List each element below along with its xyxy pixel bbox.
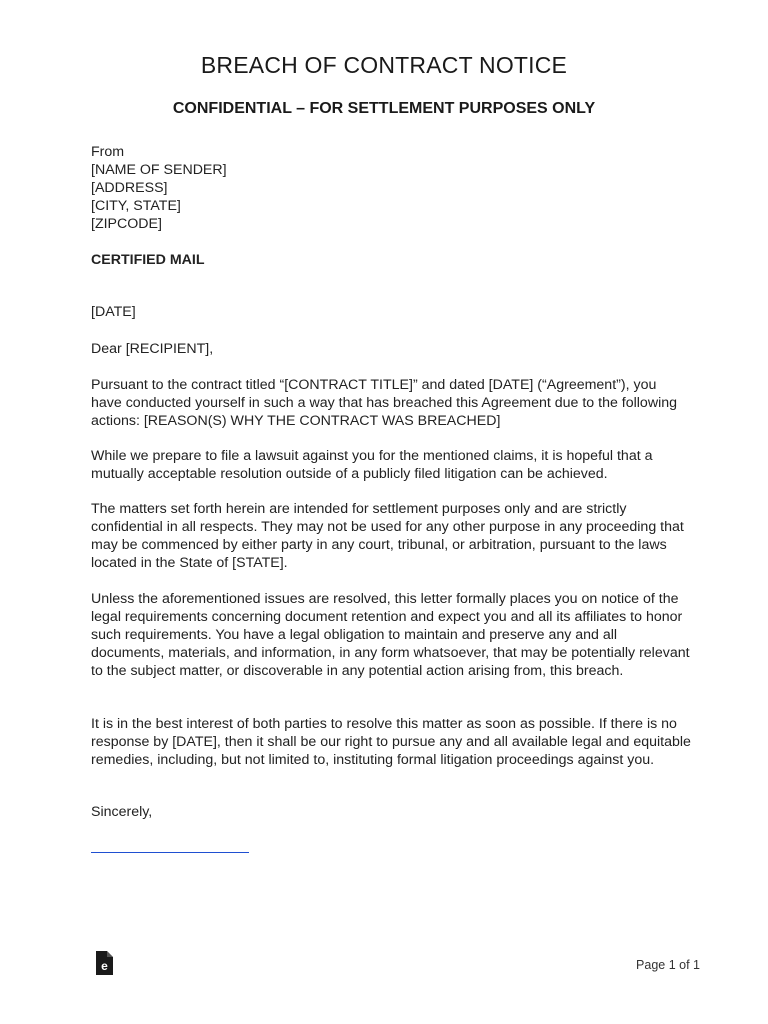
sender-address: [ADDRESS] [91, 180, 168, 196]
document-subtitle: CONFIDENTIAL – FOR SETTLEMENT PURPOSES ONLY [172, 100, 596, 117]
sender-city-state: [CITY, STATE] [91, 198, 181, 214]
sender-zipcode: [ZIPCODE] [91, 216, 162, 232]
paragraph-contract-breach: Pursuant to the contract titled “[CONTRACT TITLE]” and dated [DATE] (“Agreement”), you have conducted yourself in such a way that has breached this Agreement due to the following actions: [REASON(S) WHY THE CONTRACT WAS BREACHED] [91, 377, 677, 429]
sender-name: [NAME OF SENDER] [91, 162, 227, 178]
paragraph-confidential: The matters set forth herein are intended for settlement purposes only and are strictly confidential in all respects. They may not be used for any other purpose in any proceeding that may be commenced by either party in any court, tribunal, or arbitration, pursuant to the laws located in the State of [STATE]. [91, 501, 684, 571]
page-number: Page 1 of 1 [636, 958, 700, 972]
greeting: Dear [RECIPIENT], [91, 341, 214, 357]
certified-mail-label: CERTIFIED MAIL [91, 252, 205, 268]
svg-text:e: e [101, 959, 108, 973]
letter-date: [DATE] [91, 304, 136, 320]
paragraph-lawsuit: While we prepare to file a lawsuit against you for the mentioned claims, it is hopeful that a mutually acceptable resolution outside of a publicly filed litigation can be achieved. [91, 448, 653, 482]
paragraph-document-retention: Unless the aforementioned issues are resolved, this letter formally places you on notice of the legal requirements concerning document retention and expect you and all its affiliates to honor such requirements. You have a legal obligation to maintain and preserve any and all documents, materials, and information, in any form whatsoever, that may be potentially relevant to the subject matter, or discoverable in any potential action arising from, this breach. [91, 591, 690, 679]
signature-line[interactable] [91, 852, 249, 853]
document-title: BREACH OF CONTRACT NOTICE [200, 52, 568, 78]
from-label: From [91, 144, 125, 160]
closing: Sincerely, [91, 804, 153, 820]
eforms-logo-icon [94, 950, 114, 976]
paragraph-resolution: It is in the best interest of both parties to resolve this matter as soon as possible. If there is no response by [DATE], then it shall be our right to pursue any and all available legal and equitable remedies, including, but not limited to, instituting formal litigation proceedings against you. [91, 716, 691, 768]
sender-block [91, 143, 691, 233]
